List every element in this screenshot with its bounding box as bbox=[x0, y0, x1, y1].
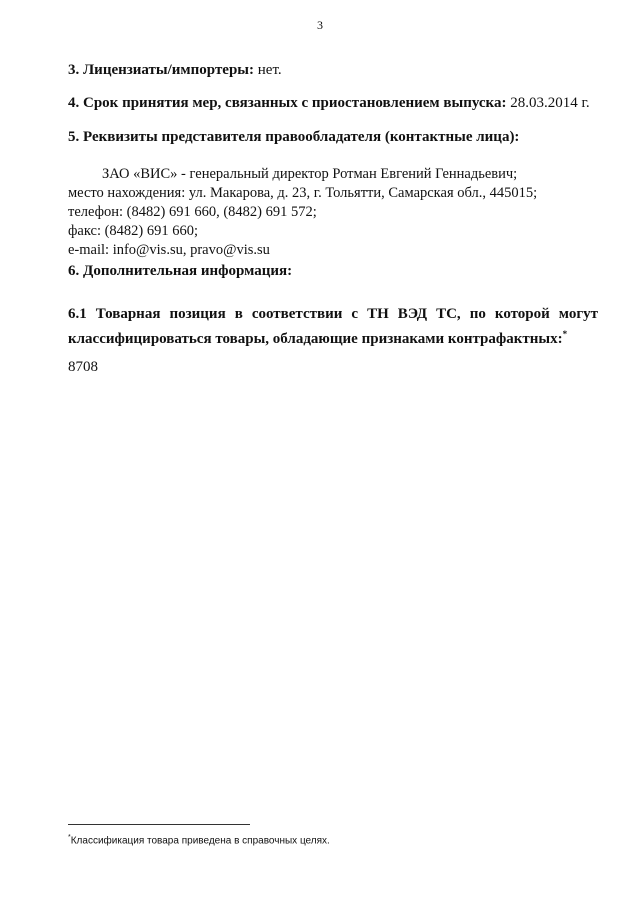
contact-phone: телефон: (8482) 691 660, (8482) 691 572; bbox=[68, 204, 317, 220]
footnote-text: Классификация товара приведена в справочных целях. bbox=[70, 835, 330, 847]
footnote bbox=[68, 834, 330, 846]
footnote-divider bbox=[68, 824, 250, 825]
section-deadline bbox=[68, 94, 598, 112]
contact-details bbox=[68, 165, 537, 260]
tariff-position-text: 6.1 Товарная позиция в соответствии с ТН ВЭД ТС, по которой могут классифицироваться товары, обладающие признаками контрафактных: bbox=[68, 306, 598, 347]
section-representative-heading: 5. Реквизиты представителя правообладателя (контактные лица): bbox=[68, 129, 520, 145]
page-number: 3 bbox=[317, 18, 323, 32]
section-licensees-value: нет. bbox=[254, 62, 282, 78]
tariff-code: 8708 bbox=[68, 359, 98, 375]
contact-fax: факс: (8482) 691 660; bbox=[68, 223, 199, 239]
section-licensees-label: 3. Лицензиаты/импортеры: bbox=[68, 62, 255, 78]
footnote-ref-marker: * bbox=[68, 834, 71, 841]
section-additional-info-heading: 6. Дополнительная информация: bbox=[68, 263, 293, 279]
footnote-marker: * bbox=[562, 329, 568, 339]
section-deadline-value: 28.03.2014 г. bbox=[506, 95, 590, 111]
tariff-position-paragraph bbox=[68, 304, 598, 349]
contact-email: e-mail: info@vis.su, pravo@vis.su bbox=[68, 242, 270, 258]
section-licensees bbox=[68, 61, 598, 79]
contact-address: место нахождения: ул. Макарова, д. 23, г. Тольятти, Самарская обл., 445015; bbox=[68, 185, 538, 201]
contact-company: ЗАО «ВИС» - генеральный директор Ротман Евгений Геннадьевич; bbox=[102, 166, 518, 182]
section-deadline-label: 4. Срок принятия мер, связанных с приостановлением выпуска: bbox=[68, 95, 507, 111]
